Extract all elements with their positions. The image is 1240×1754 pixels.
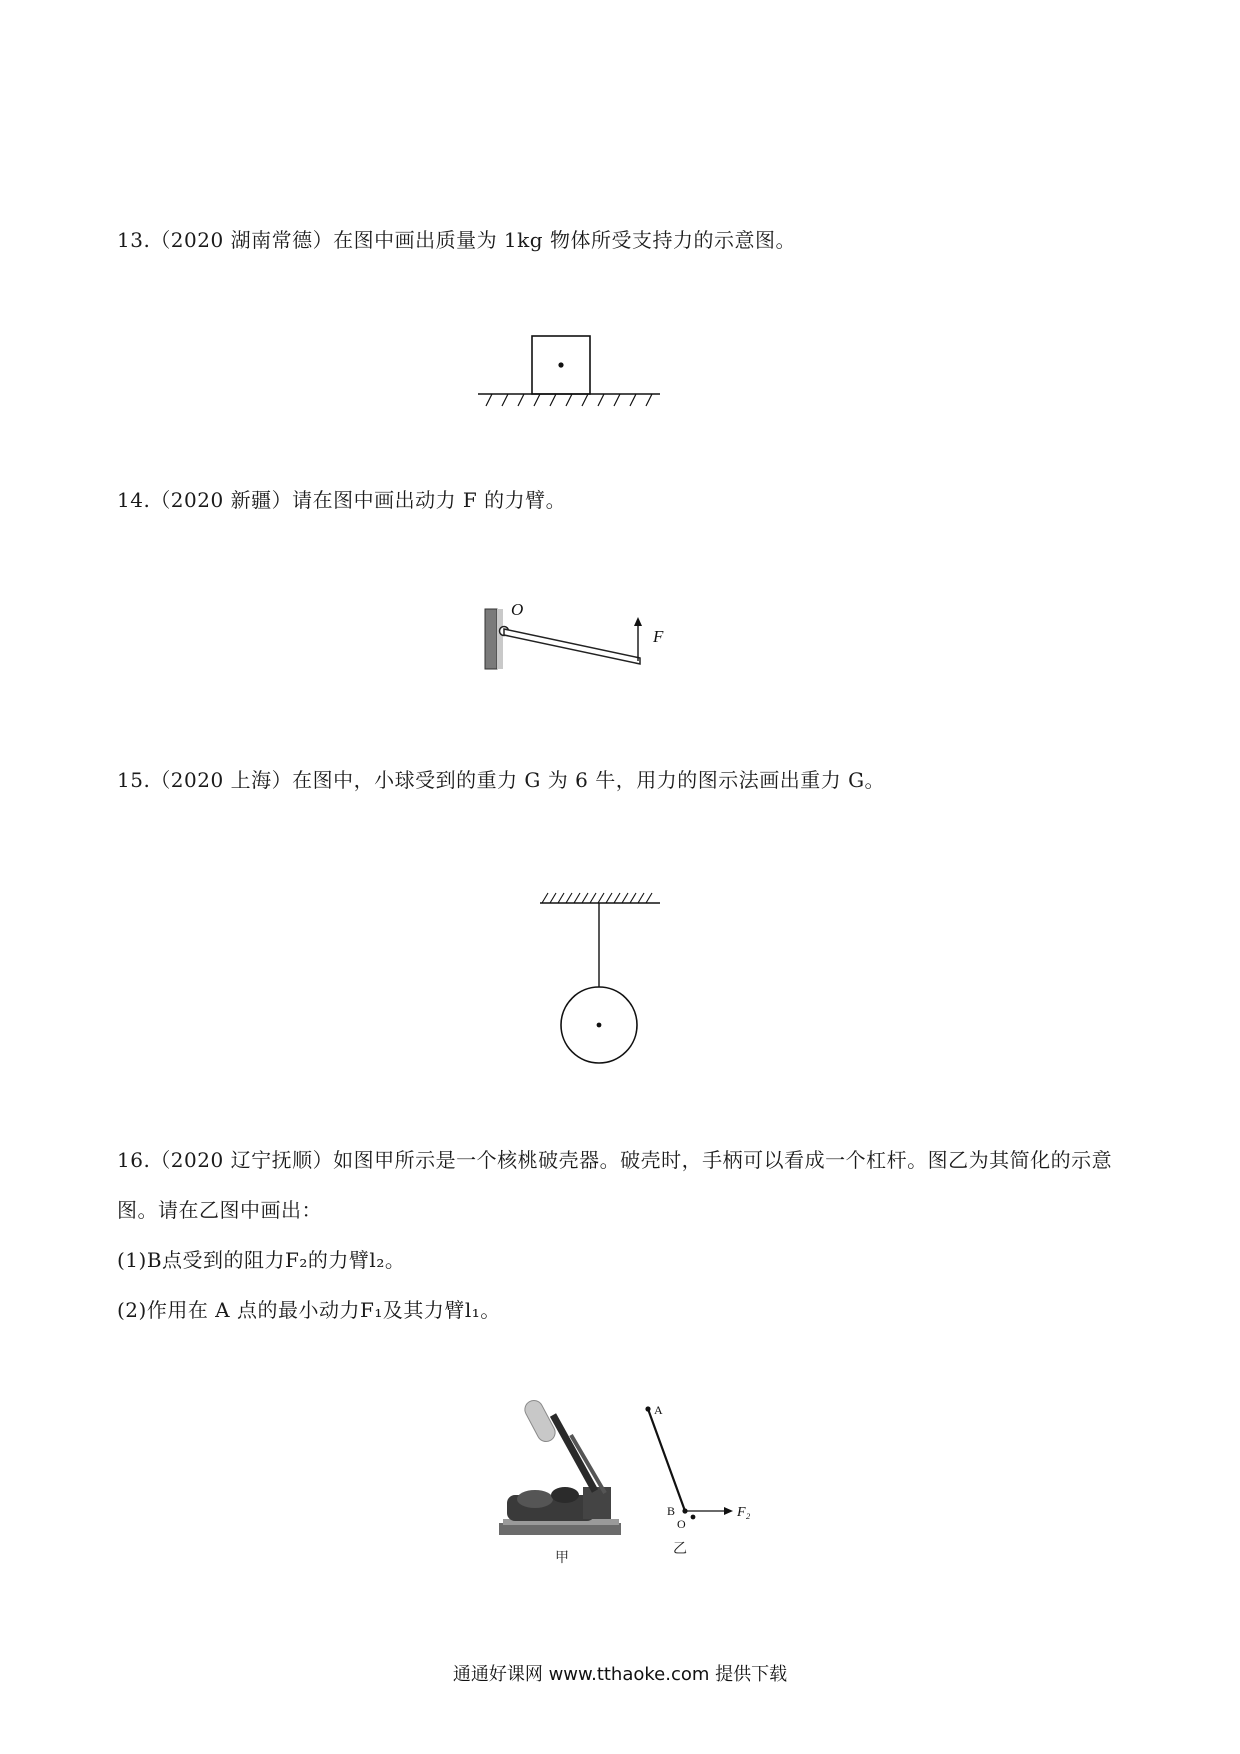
q16-figure-walnut-cracker bbox=[495, 1395, 775, 1575]
q16-label-yi: 乙 bbox=[673, 1541, 687, 1557]
q16-cracker-photo bbox=[499, 1397, 621, 1535]
q16-text: 如图甲所示是一个核桃破壳器。破壳时，手柄可以看成一个杠杆。图乙为其简化的示意图。请在乙图中画出： bbox=[117, 1148, 1113, 1222]
q16-label-jia: 甲 bbox=[555, 1550, 569, 1566]
q14-number: 14. bbox=[117, 488, 151, 512]
q13-figure-block-on-ground bbox=[470, 330, 670, 430]
question-15 bbox=[117, 755, 1123, 805]
page-footer: 通通好课网 www.tthaoke.com 提供下载 bbox=[452, 1664, 788, 1685]
q16-force-label: F₂ bbox=[737, 1505, 751, 1520]
q14-text: 请在图中画出动力 F 的力臂。 bbox=[292, 488, 567, 512]
q14-force-label: F bbox=[653, 627, 664, 646]
q14-source: （2020 新疆） bbox=[150, 488, 293, 512]
question-13 bbox=[117, 215, 1123, 265]
q16-number: 16. bbox=[117, 1148, 151, 1172]
q15-source: （2020 上海） bbox=[150, 768, 293, 792]
q16-part-2: (2)作用在 A 点的最小动力F₁及其力臂l₁。 bbox=[117, 1298, 501, 1322]
q15-number: 15. bbox=[117, 768, 151, 792]
q13-source: （2020 湖南常德） bbox=[150, 228, 334, 252]
q13-text: 在图中画出质量为 1kg 物体所受支持力的示意图。 bbox=[333, 228, 796, 252]
q16-part-1: (1)B点受到的阻力F₂的力臂l₂。 bbox=[117, 1248, 406, 1272]
q14-figure-lever bbox=[475, 595, 715, 695]
question-16 bbox=[117, 1135, 1123, 1335]
q16-stem bbox=[117, 1135, 1123, 1235]
question-14 bbox=[117, 475, 1123, 525]
q16-point-b: B bbox=[667, 1504, 676, 1518]
q13-number: 13. bbox=[117, 228, 151, 252]
q15-text: 在图中，小球受到的重力 G 为 6 牛，用力的图示法画出重力 G。 bbox=[292, 768, 886, 792]
q15-figure-hanging-ball bbox=[530, 885, 670, 1075]
q16-point-o: O bbox=[677, 1517, 686, 1531]
q16-source: （2020 辽宁抚顺） bbox=[150, 1148, 334, 1172]
q14-pivot-label: O bbox=[511, 600, 524, 619]
q16-point-a: A bbox=[654, 1403, 663, 1417]
q16-lever-diagram bbox=[645, 1406, 733, 1519]
